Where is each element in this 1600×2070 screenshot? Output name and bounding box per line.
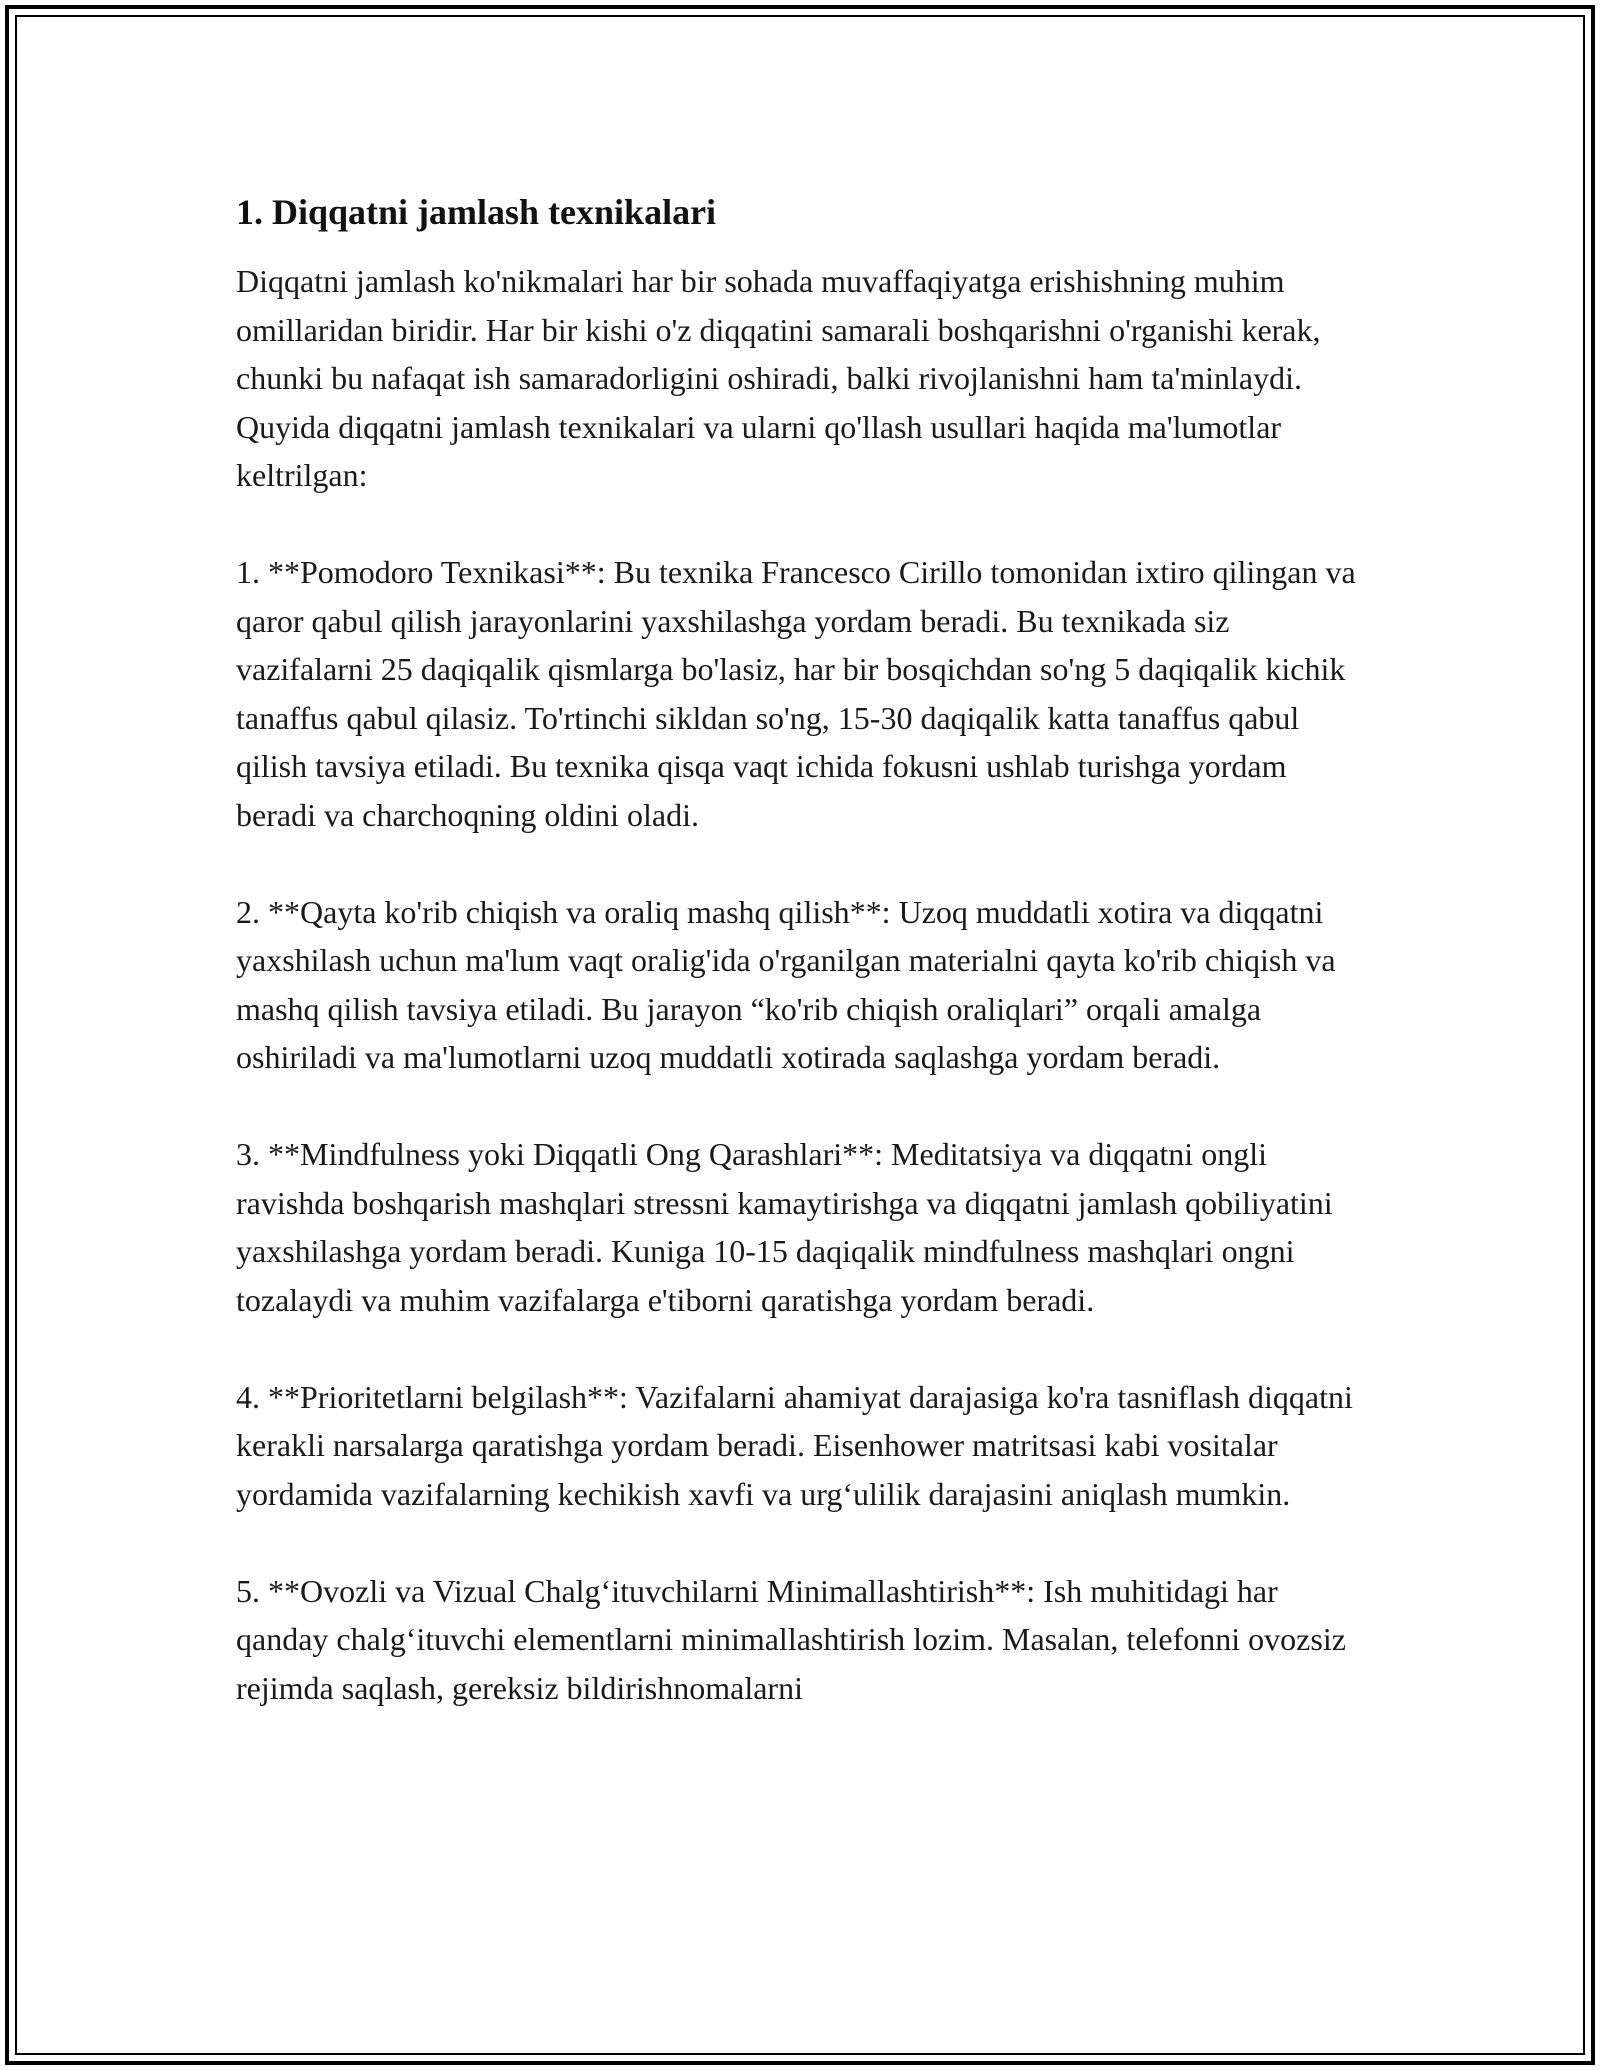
section-heading: 1. Diqqatni jamlash texnikalari: [236, 192, 717, 232]
paragraph-pomodoro: 1. **Pomodoro Texnikasi**: Bu texnika Francesco Cirillo tomonidan ixtiro qilingan va qaror qabul qilish jarayonlarini yaxshilashga yordam beradi. Bu texnikada siz vazifalarni 25 daqiqalik qismlarga bo'lasiz, har bir bosqichdan so'ng 5 daqiqalik kichik tanaffus qabul qilasiz. To'rtinchi sikldan so'ng, 15-30 daqiqalik katta tanaffus qabul qilish tavsiya etiladi. Bu texnika qisqa vaqt ichida fokusni ushlab turishga yordam beradi va charchoqning oldini oladi.: [236, 554, 1356, 833]
intro-paragraph: Diqqatni jamlash ko'nikmalari har bir sohada muvaffaqiyatga erishishning muhim omillaridan biridir. Har bir kishi o'z diqqatini samarali boshqarishni o'rganishi kerak, chunki bu nafaqat ish samaradorligini oshiradi, balki rivojlanishni ham ta'minlaydi. Quyida diqqatni jamlash texnikalari va ularni qo'llash usullari haqida ma'lumotlar keltrilgan:: [236, 263, 1321, 493]
paragraph-spaced-review: 2. **Qayta ko'rib chiqish va oraliq mashq qilish**: Uzoq muddatli xotira va diqqatni yaxshilash uchun ma'lum vaqt oralig'ida o'rganilgan materialni qayta ko'rib chiqish va mashq qilish tavsiya etiladi. Bu jarayon “ko'rib chiqish oraliqlari” orqali amalga oshiriladi va ma'lumotlarni uzoq muddatli xotirada saqlashga yordam beradi.: [236, 893, 1336, 1075]
paragraph-prioritization: 4. **Prioritetlarni belgilash**: Vazifalarni ahamiyat darajasiga ko'ra tasniflash diqqatni kerakli narsalarga qaratishga yordam beradi. Eisenhower matritsasi kabi vositalar yordamida vazifalarning kechikish xavfi va urg‘ulilik darajasini aniqlash mumkin.: [236, 1378, 1353, 1512]
paragraph-distractions: 5. **Ovozli va Vizual Chalg‘ituvchilarni Minimallashtirish**: Ish muhitidagi har qanday chalg‘ituvchi elementlarni minimallashtirish lozim. Masalan, telefonni ovozsiz rejimda saqlash, gereksiz bildirishnomalarni: [236, 1572, 1346, 1706]
document-body: [236, 188, 1366, 1761]
paragraph-mindfulness: 3. **Mindfulness yoki Diqqatli Ong Qarashlari**: Meditatsiya va diqqatni ongli ravishda boshqarish mashqlari stressni kamaytirishga va diqqatni jamlash qobiliyatini yaxshilashga yordam beradi. Kuniga 10-15 daqiqalik mindfulness mashqlari ongni tozalaydi va muhim vazifalarga e'tiborni qaratishga yordam beradi.: [236, 1136, 1333, 1318]
